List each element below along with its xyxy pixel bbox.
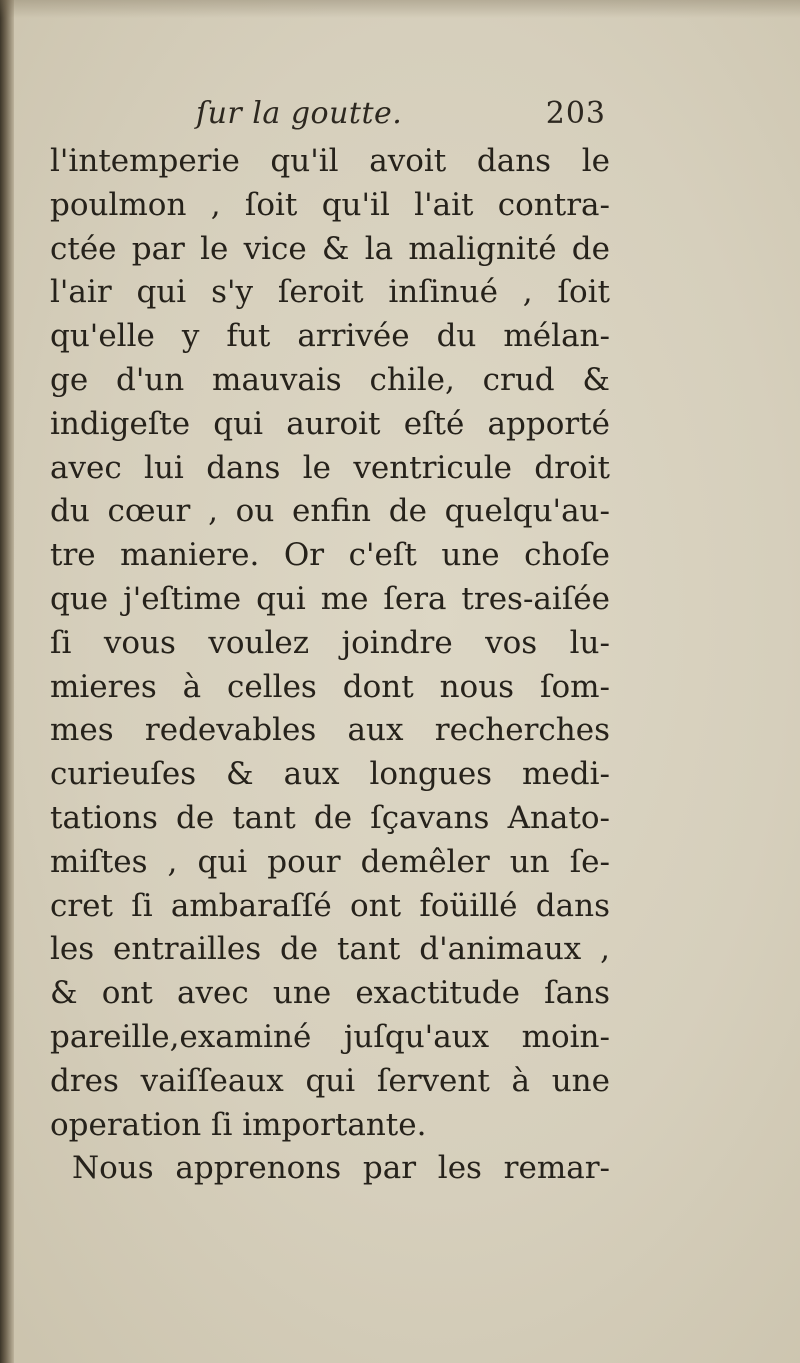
text-line: mieres à celles dont nous ſom- [50, 668, 610, 705]
text-line: l'air qui s'y ſeroit inſinué , ſoit [50, 274, 610, 311]
text-line: ctée par le vice & la malignité de [50, 230, 610, 267]
text-line: tations de tant de ſçavans Anato- [50, 799, 610, 836]
text-line: ge d'un mauvais chile, crud & [50, 361, 610, 398]
text-line: mes redevables aux recherches [50, 712, 610, 749]
text-line: cret ſi ambaraſſé ont foüillé dans [50, 887, 610, 924]
page-number: 203 [545, 96, 606, 131]
text-line: qu'elle y fut arrivée du mélan- [50, 318, 610, 355]
text-line: Nous apprenons par les remar- [72, 1150, 610, 1187]
text-line: & ont avec une exactitude ſans [50, 975, 610, 1012]
text-line: du cœur , ou enfin de quelqu'au- [50, 493, 610, 530]
text-line: que j'eſtime qui me ſera tres-aiſée [50, 580, 610, 617]
text-line: les entrailles de tant d'animaux , [50, 931, 610, 968]
page-header [196, 96, 606, 144]
text-line: miſtes , qui pour demêler un ſe- [50, 843, 610, 880]
text-line: tre maniere. Or c'eſt une choſe [50, 537, 610, 574]
text-line: dres vaiſſeaux qui ſervent à une [50, 1062, 610, 1099]
text-line: poulmon , ſoit qu'il l'ait contra- [50, 186, 610, 223]
binding-gutter [0, 0, 14, 1363]
body-text [50, 140, 610, 1191]
text-line: pareille,examiné juſqu'aux moin- [50, 1018, 610, 1055]
page-top-shadow [0, 0, 800, 18]
text-line: l'intemperie qu'il avoit dans le [50, 143, 610, 179]
text-line: operation ſi importante. [50, 1106, 427, 1143]
running-title: ſur la goutte. [196, 96, 403, 131]
text-line: avec lui dans le ventricule droit [50, 449, 610, 486]
text-line: ſi vous voulez joindre vos lu- [50, 624, 610, 661]
text-line: indigeſte qui auroit eſté apporté [50, 405, 610, 442]
text-line: curieuſes & aux longues medi- [50, 756, 610, 793]
